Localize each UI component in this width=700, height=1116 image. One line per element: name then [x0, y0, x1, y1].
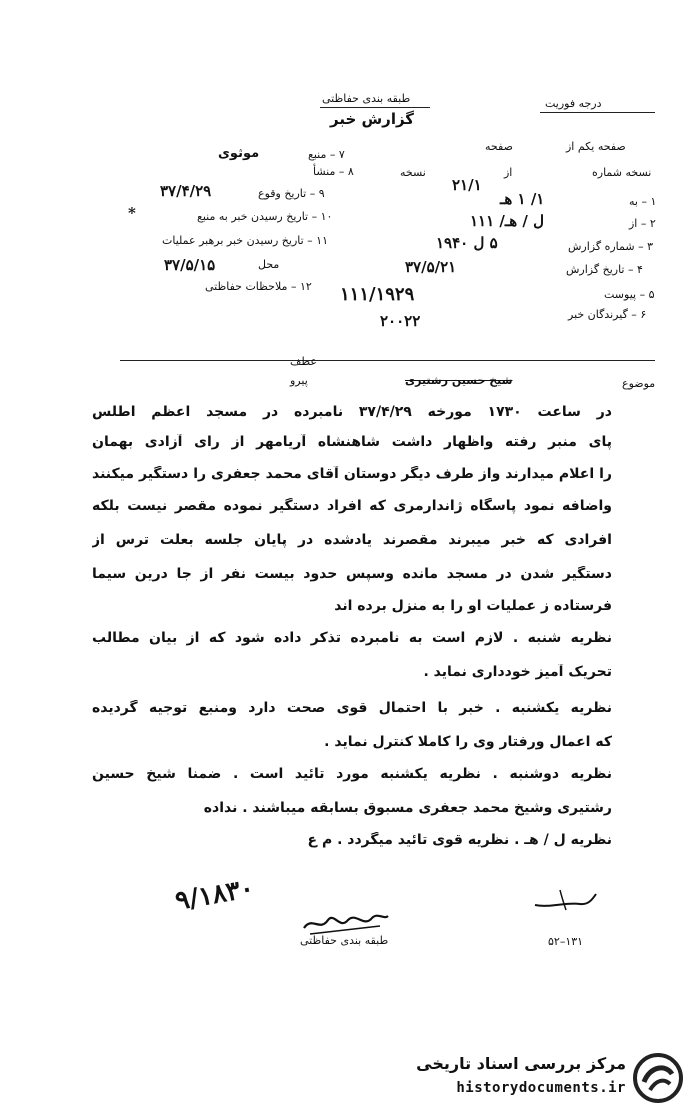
origin-label: ۸ – منشأ [313, 165, 354, 178]
archive-name: مرکز بررسی اسناد تاریخی [416, 1054, 626, 1073]
recipients-value: ۲۰۰۲۲ [380, 312, 421, 330]
page-label: صفحه یکم از [566, 140, 626, 153]
body-line: واضافه نمود پاسگاه ژاندارمری که افراد دستگیر نموده مقصر نیست بلکه [92, 498, 612, 514]
event-date-label: ۹ – تاریخ وقوع [258, 187, 325, 200]
report-number-label: ۳ – شماره گزارش [568, 240, 654, 253]
body-line: دستگیر شدن در مسجد مانده وسپس حدود بیست نفر از جا درین سیما [92, 566, 612, 582]
copy-of-label: از [504, 166, 513, 179]
received-source-label: ۱۰ – تاریخ رسیدن خبر به منبع [197, 210, 333, 223]
copy-number-label: نسخه شماره [592, 166, 652, 179]
subject-value: شیخ حسین رشتیری [405, 374, 513, 387]
archive-watermark [410, 1050, 690, 1106]
body-line: نظریه ل / هـ . نظریه قوی تائید میگردد . م ع [307, 832, 612, 848]
copy-value: ۲۱/۱ [452, 176, 482, 194]
form-title: گزارش خبر [330, 110, 415, 128]
urgency-underline [540, 112, 655, 113]
received-ops-label: ۱۱ – تاریخ رسیدن خبر برهبر عملیات [162, 234, 328, 247]
archive-url: historydocuments.ir [456, 1080, 626, 1096]
title-underline [320, 107, 430, 108]
archive-logo-icon [632, 1052, 684, 1104]
source-label: ۷ – منبع [308, 148, 345, 161]
form-number: ۵۲–۱۳۱ [548, 935, 584, 948]
from-label: ۲ – از [629, 217, 656, 230]
page-suffix: صفحه [485, 140, 513, 153]
right-signature-mark [530, 880, 600, 920]
notes-label: ۱۲ – ملاحظات حفاظتی [205, 280, 312, 293]
body-line: پای منبر رفته واظهار داشت شاهنشاه آریامهر از ‌رای آزادی بهمان [92, 434, 612, 450]
subject-divider [120, 360, 655, 361]
atf-label: عطف [290, 355, 317, 368]
report-date-label: ۴ – تاریخ گزارش [566, 263, 643, 276]
body-line: فرستاده ز عملیات او را به منزل برده اند [334, 598, 612, 614]
place-value: ۳۷/۵/۱۵ [164, 256, 216, 274]
body-line: افرادی که خبر میبرند مقصرند یادشده در پایان جلسه بعلت ترس از [92, 532, 612, 548]
report-date-value: ۳۷/۵/۲۱ [405, 258, 457, 276]
received-source-value: * [128, 204, 137, 222]
peyro-label: پیرو [290, 374, 308, 387]
from-value: ل / هـ/ ۱۱۱ [470, 212, 544, 230]
handwritten-number: ۹/۱۸۳۰ [172, 873, 257, 917]
to-label: ۱ – به [629, 195, 657, 208]
body-line: نظریه یکشنبه . خبر با احتمال قوی صحت دارد ومنبع توجیه گردیده [92, 700, 612, 716]
copy-suffix: نسخه [400, 166, 426, 179]
source-value: موثوی [218, 146, 260, 161]
body-line: که اعمال ورفتار وی را کاملا کنترل نماید . [324, 734, 612, 750]
body-line: تحریک آمیز خودداری نماید . [423, 664, 612, 680]
subject-label: موضوع [622, 377, 656, 390]
recipients-label: ۶ – گیرندگان خبر [568, 308, 647, 321]
attachment-label: ۵ – پیوست [604, 288, 655, 301]
attachment-value: ۱۱۱/۱۹۲۹ [340, 284, 415, 305]
body-line: نظریه شنبه . لازم است به نامبرده تذکر داده شود که از بیان مطالب [92, 630, 612, 646]
body-line: را اعلام میدارند واز طرف دیگر دوستان آقای محمد جعفری را دستگیر میکنند [92, 466, 612, 482]
header-classification-label: طبقه بندی حفاظتی [322, 92, 411, 105]
report-number-value: ۵ ل ۱۹۴۰ [436, 234, 498, 252]
event-date-value: ۳۷/۴/۲۹ [160, 182, 212, 200]
body-line: در ساعت ۱۷۳۰ مورخه ۳۷/۴/۲۹ نامبرده در مسجد اعظم اطلس [92, 404, 612, 420]
footer-classification-label: طبقه بندی حفاظتی [300, 934, 389, 947]
body-line: نظریه دوشنبه . نظریه یکشنبه مورد تائید است . ضمنا شیخ حسین [92, 766, 612, 782]
urgency-label: درجه فوریت [545, 97, 602, 110]
to-value: ۱/ ۱ هـ [500, 190, 545, 208]
body-line: رشتیری وشیخ محمد جعفری مسبوق بسابقه میباشند . نداده [203, 800, 612, 816]
place-label: محل [258, 258, 280, 271]
